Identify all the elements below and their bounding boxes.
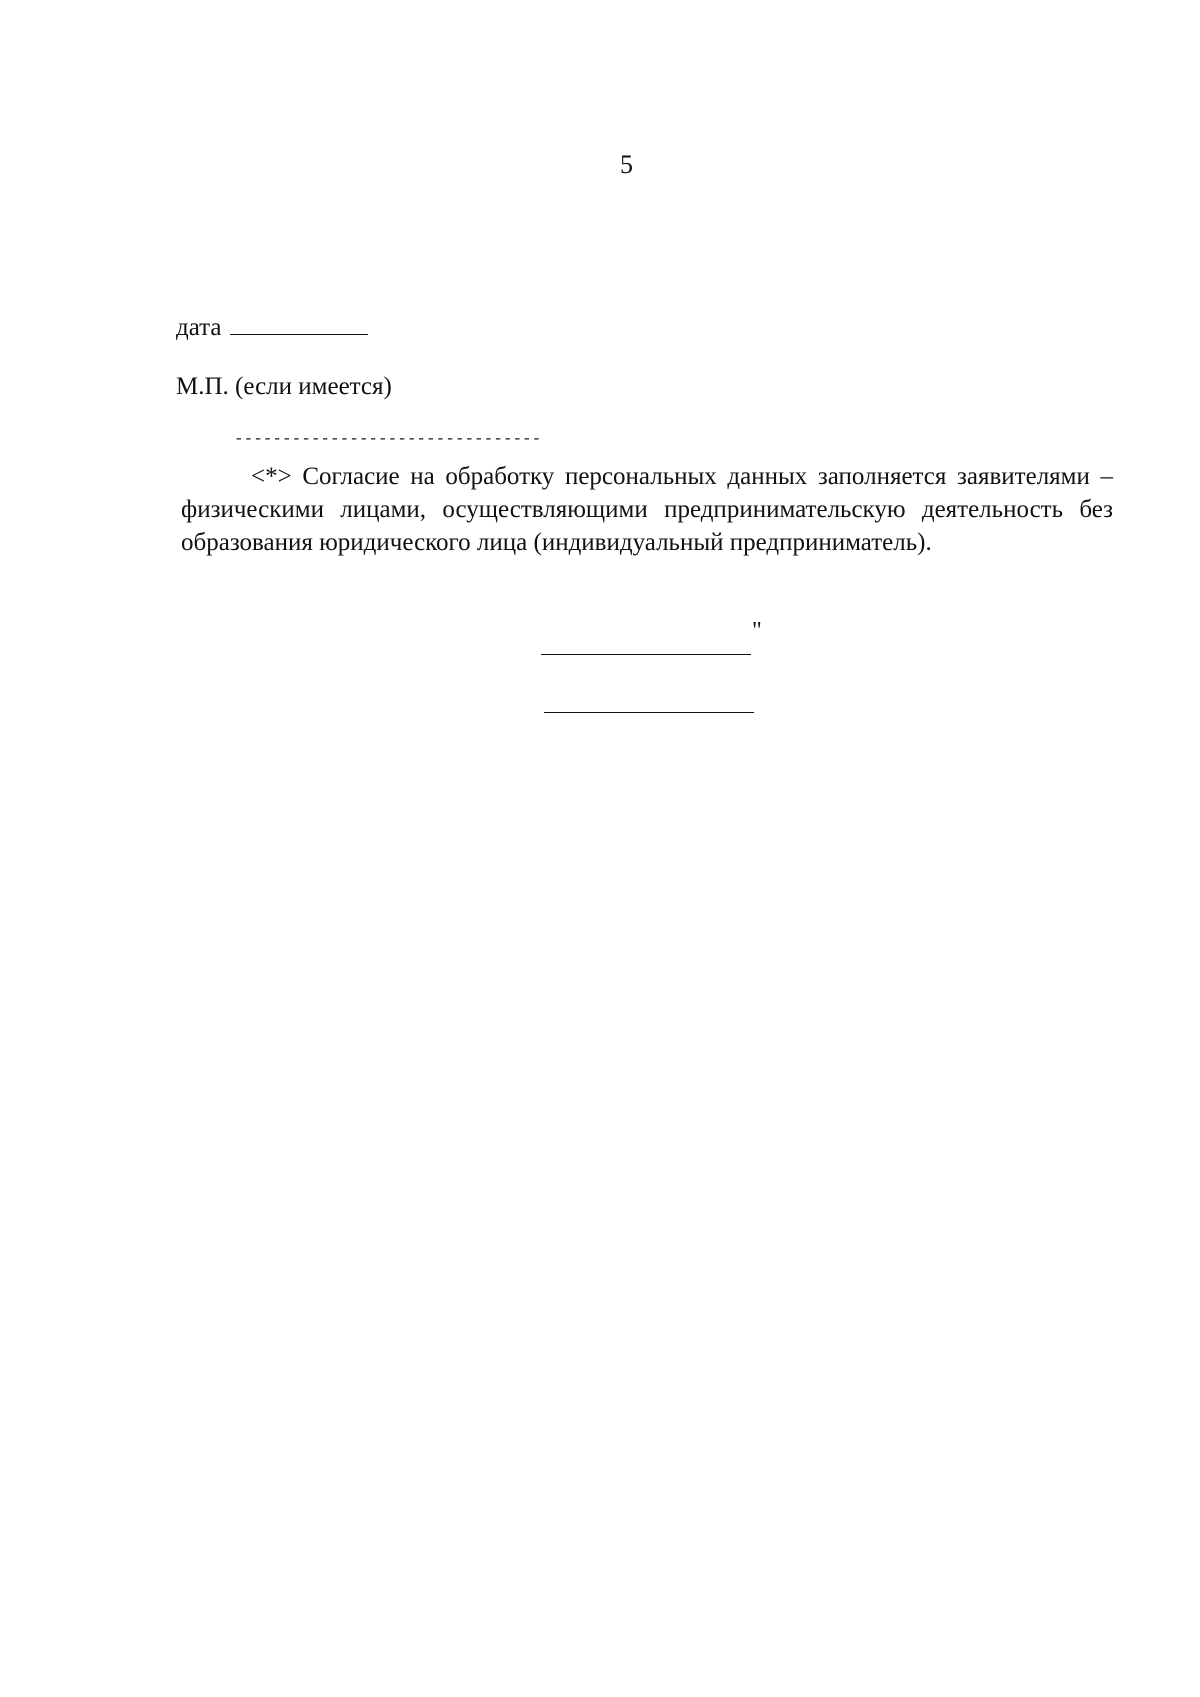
stamp-label: М.П. (если имеется) <box>176 373 392 400</box>
date-label: дата <box>176 314 222 341</box>
date-blank-line <box>230 312 368 335</box>
date-field <box>176 312 368 343</box>
page-number: 5 <box>620 150 633 179</box>
second-blank-line <box>544 686 754 713</box>
footnote-separator: -------------------------------- <box>234 430 542 448</box>
closing-quote-mark: " <box>752 618 762 644</box>
signature-blank-line <box>541 620 751 655</box>
footnote-text: <*> Согласие на обработку персональных данных заполняется заявителями – физическими лицами, осуществляющими предпринимательскую деятельность без образования юридического лица (индивидуальный предприниматель). <box>181 463 1113 556</box>
